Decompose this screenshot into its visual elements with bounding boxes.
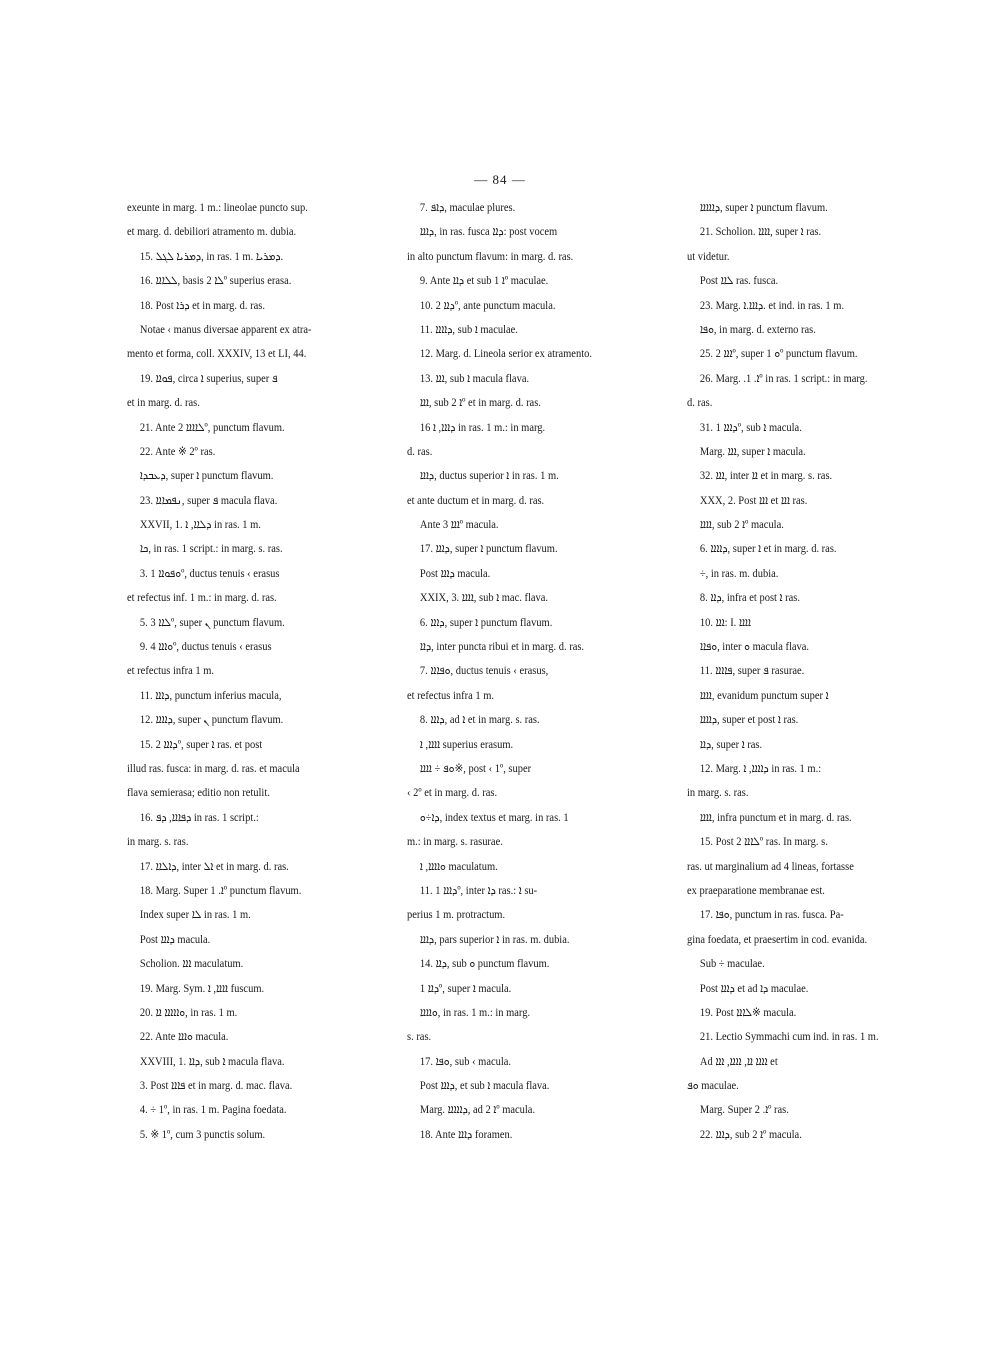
- text-line: et refectus infra 1 m.: [407, 689, 494, 702]
- text-line: ܕܐܐܐ, ductus superior ܐ in ras. 1 m.: [419, 470, 559, 483]
- text-line: ܐܐܐܐ, sub ܐ 2º macula.: [699, 519, 784, 532]
- text-line: 19. Post ܠܐܐܐ※ macula.: [699, 1006, 797, 1019]
- text-line: 21. Lectio Symmachi cum ind. in ras. 1 m.: [699, 1031, 879, 1044]
- text-line: 31. ܕܐܐܐ 1º, sub ܐ macula.: [699, 421, 802, 434]
- column-left: [127, 196, 381, 1147]
- text-line: ܘܦܐ, in marg. d. externo ras.: [699, 323, 816, 336]
- text-line: 16 ܕܐܐܐ, ܐ in ras. 1 m.: in marg.: [419, 421, 546, 434]
- text-line: d. ras.: [407, 445, 433, 458]
- text-line: 17. ܘܦܐ, punctum in ras. fusca. Pa-: [699, 909, 844, 922]
- text-line: in marg. s. ras.: [127, 836, 189, 849]
- text-line: 25. ܐܐܐ 2º, super ܘ 1º punctum flavum.: [699, 348, 858, 361]
- text-line: 15. Post ܠܐܐܐ 2º ras. In marg. s.: [699, 836, 828, 849]
- text-line: ܘܐܐܐܐ, ܐ maculatum.: [419, 860, 498, 873]
- text-line: in alto punctum flavum: in marg. d. ras.: [407, 250, 574, 263]
- text-line: XXVII, 1. ܕܠܐܐ, ܐ in ras. 1 m.: [139, 519, 261, 532]
- text-line: 4. ÷ 1º, in ras. 1 m. Pagina foedata.: [139, 1104, 287, 1117]
- text-line: ܘܦ maculae.: [687, 1080, 739, 1093]
- text-line: flava semierasa; editio non retulit.: [127, 787, 270, 800]
- text-line: 19. ܦܘܐܐ, circa ܐ superius, super ܦ: [139, 372, 278, 385]
- text-line: 11. ܕܐܐܐ 1º, inter ܕܐ ras.: ܐ su-: [419, 884, 538, 897]
- text-line: 11. ܦܐܐܐܐ, super ܦ rasurae.: [699, 665, 805, 678]
- text-line: ras. ut marginalium ad 4 lineas, fortasse: [687, 860, 854, 873]
- text-line: ܐܐܐܐ, evanidum punctum super ܐ: [699, 689, 829, 702]
- text-line: 7. ܘܦܐܐܐ, ductus tenuis ‹ erasus,: [419, 665, 549, 678]
- text-line: XXVIII, 1. ܕܐܐ, sub ܐ macula flava.: [139, 1055, 285, 1068]
- text-line: ܘܐܐܐܐ, in ras. 1 m.: in marg.: [419, 1006, 531, 1019]
- text-line: Post ܕܐܐܐ, et sub ܐ macula flava.: [419, 1080, 550, 1093]
- text-line: ܐܐܐ, sub ܐ 2º et in marg. d. ras.: [419, 397, 541, 410]
- text-line: Index super ܠܐ in ras. 1 m.: [139, 909, 251, 922]
- text-line: 18. Marg. Super ܐ. 1º punctum flavum.: [139, 884, 302, 897]
- text-line: ܕܐܐܐܐܐ, super ܐ punctum flavum.: [699, 202, 828, 214]
- text-line: et in marg. d. ras.: [127, 397, 200, 410]
- text-line: 14. ܕܐܐ, sub ܘ punctum flavum.: [419, 958, 550, 971]
- text-line: ut videtur.: [687, 250, 730, 263]
- text-line: 5. ܠܐܐ 3º, super ܢ punctum flavum.: [139, 616, 285, 629]
- text-line: ܕܐܐܐ, in ras. fusca ܕܐܐ: post vocem: [419, 226, 558, 239]
- text-line: ܕܐܐ 1º, super ܐ macula.: [419, 982, 512, 995]
- text-line: 3. Post ܦܐܐܐ et in marg. d. mac. flava.: [139, 1080, 293, 1093]
- text-line: d. ras.: [687, 397, 713, 410]
- text-line: ‹ 2º et in marg. d. ras.: [407, 787, 498, 800]
- page-number: — 84 —: [474, 172, 526, 187]
- text-line: 8. ܕܐܐܐ, ad ܐ et in marg. s. ras.: [419, 714, 540, 727]
- text-line: Ad ܐܐܐܐ ܐܐ, ܐܐܐܐ, ܐܐܐ et: [699, 1055, 778, 1068]
- text-line: 13. ܐܐܐ, sub ܐ macula flava.: [419, 372, 530, 385]
- text-line: 17. ܕܐܐܐ, super ܐ punctum flavum.: [419, 543, 558, 556]
- text-line: Marg. ܕܐܐܐܐܐ, ad ܐ 2º macula.: [419, 1104, 536, 1117]
- text-line: XXX, 2. Post ܐܐܐ et ܐܐܐ ras.: [699, 494, 808, 507]
- text-line: ܕܐܐܐܐ, super et post ܐ ras.: [699, 714, 799, 727]
- text-line: Post ܠܐܐ ras. fusca.: [699, 275, 779, 288]
- text-line: ܘܦܐܐ, inter ܘ macula flava.: [699, 641, 810, 654]
- text-line: 7. ܕܐܦ, maculae plures.: [419, 202, 516, 214]
- text-line: 11. ܕܐܐܐܐ, sub ܐ maculae.: [419, 323, 518, 336]
- text-line: Scholion. ܐܐܐ maculatum.: [139, 958, 244, 971]
- text-line: m.: in marg. s. rasurae.: [407, 836, 503, 849]
- text-line: ܟܐ, in ras. 1 script.: in marg. s. ras.: [139, 543, 283, 556]
- text-line: et refectus inf. 1 m.: in marg. d. ras.: [127, 592, 277, 605]
- text-line: ܐܐܐܐ, infra punctum et in marg. d. ras.: [699, 811, 852, 824]
- text-line: 17. ܕܐܠܐܐ, inter ܐܠ et in marg. d. ras.: [139, 860, 289, 873]
- text-line: 6. ܕܐܐܐܐ, super ܐ et in marg. d. ras.: [699, 543, 837, 556]
- column-right: [687, 196, 943, 1147]
- text-line: 10. ܕܐܐ 2º, ante punctum macula.: [419, 299, 556, 312]
- text-line: s. ras.: [407, 1031, 432, 1044]
- text-line: 20. ܘܐܐܐܐܐ ܐܐ, in ras. 1 m.: [139, 1006, 238, 1019]
- text-line: 9. Ante ܕܐܐ et sub ܐ 1º maculae.: [419, 275, 549, 288]
- text-line: 11. ܕܐܐܐ, punctum inferius macula,: [139, 689, 282, 702]
- text-line: 8. ܕܐܐ, infra et post ܐ ras.: [699, 592, 800, 605]
- text-line: 22. Ante ※ 2º ras.: [139, 445, 216, 458]
- text-line: 5. ※ 1º, cum 3 punctis solum.: [139, 1128, 266, 1141]
- text-line: 9. ܘܐܐܐ 4º, ductus tenuis ‹ erasus: [139, 641, 272, 654]
- text-line: 26. Marg. .ܐ. 1º in ras. 1 script.: in marg.: [699, 372, 868, 385]
- text-line: Ante ܐܐܐ 3º macula.: [419, 519, 499, 532]
- text-line: 21. Scholion. ܐܐܐܐ, super ܐ ras.: [699, 226, 822, 239]
- text-line: ܕܥܒܕܐ, super ܐ punctum flavum.: [139, 470, 274, 483]
- text-line: Marg. ܐܐܐ, super ܐ macula.: [699, 445, 806, 458]
- text-line: ܐܐܐܐ, ܐ superius erasum.: [419, 738, 514, 751]
- text-line: in marg. s. ras.: [687, 787, 749, 800]
- text-line: Notae ‹ manus diversae apparent ex atra-: [139, 323, 312, 336]
- text-line: et refectus infra 1 m.: [127, 665, 214, 678]
- text-line: 6. ܕܐܐܐ, super ܐ punctum flavum.: [419, 616, 553, 629]
- text-line: Post ܕܐܐܐ macula.: [139, 933, 211, 946]
- text-line: ܕܐ÷ܘ, index textus et marg. in ras. 1: [419, 811, 569, 824]
- text-line: gina foedata, et praesertim in cod. evanida.: [687, 933, 868, 946]
- text-line: 23. Marg. ܕܐܐܐ.ܐ. et ind. in ras. 1 m.: [699, 299, 845, 312]
- text-line: et marg. d. debiliori atramento m. dubia.: [127, 226, 297, 239]
- text-line: mento et forma, coll. XXXIV, 13 et LI, 44.: [127, 348, 307, 361]
- text-line: perius 1 m. protractum.: [407, 909, 506, 922]
- text-line: 18. Ante ܕܐܐܐ foramen.: [419, 1128, 513, 1141]
- text-line: 15. ܕܡܪܝܐ ܠܓܠ, in ras. 1 m. ܕܡܪܝܐ.: [139, 250, 284, 263]
- text-line: Marg. Super ܐ. 2º ras.: [699, 1104, 789, 1117]
- text-line: Post ܕܐܐܐ macula.: [419, 567, 491, 580]
- text-line: 16. ܠܠܐܐܐ, basis ܠܐ 2º superius erasa.: [139, 275, 292, 288]
- text-line: ÷, in ras. m. dubia.: [699, 567, 779, 580]
- text-line: 12. Marg. d. Lineola serior ex atramento.: [419, 348, 592, 361]
- text-line: ܕܐܐ, inter puncta ribui et in marg. d. ras.: [419, 641, 585, 654]
- text-line: 10. ܐܐܐ: I. ܐܐܐܐ: [699, 616, 751, 629]
- text-line: 3. ܘܦܘܐܐ 1º, ductus tenuis ‹ erasus: [139, 567, 280, 580]
- text-line: Post ܕܐܐܐ et ad ܕܐ maculae.: [699, 982, 809, 995]
- text-line: ܕܐܐ, super ܐ ras.: [699, 738, 763, 751]
- text-line: 17. ܘܦܐ, sub ‹ macula.: [419, 1055, 512, 1068]
- text-line: illud ras. fusca: in marg. d. ras. et macula: [127, 762, 300, 775]
- column-middle: [407, 196, 663, 1147]
- text-line: 12. ܕܐܐܐܐ, super ܢ punctum flavum.: [139, 714, 284, 727]
- text-line: 21. Ante ܠܐܐܐܐ 2º, punctum flavum.: [139, 421, 285, 434]
- text-line: 22. Ante ܘܐܐܐ macula.: [139, 1031, 229, 1044]
- text-line: exeunte in marg. 1 m.: lineolae puncto sup.: [127, 202, 308, 214]
- text-line: 12. Marg. ܕܐܐܐܐ, ܐ in ras. 1 m.:: [699, 762, 822, 775]
- text-line: XXIX, 3. ܐܐܐܐ, sub ܐ mac. flava.: [419, 592, 549, 605]
- text-line: 23. ܢܦܡܐܐܐ, super ܦ macula flava.: [139, 494, 278, 507]
- text-line: 18. Post ܕܪܐ et in marg. d. ras.: [139, 299, 265, 312]
- text-line: 15. ܕܐܐܐ 2º, super ܐ ras. et post: [139, 738, 263, 751]
- text-line: 22. ܕܐܐܐ, sub ܐ 2º macula.: [699, 1128, 802, 1141]
- text-line: ܕܐܐܐ, pars superior ܐ in ras. m. dubia.: [419, 933, 570, 946]
- text-line: et ante ductum et in marg. d. ras.: [407, 494, 545, 507]
- text-line: ܘܦ ÷ ܐܐܐܐ※, post ‹ 1º, super: [419, 762, 532, 775]
- text-line: Sub ÷ maculae.: [699, 958, 765, 971]
- text-line: ex praeparatione membranae est.: [687, 884, 825, 897]
- text-line: 16. ܕܦܐܐܐ, ܕܦ in ras. 1 script.:: [139, 811, 259, 824]
- text-line: 19. Marg. Sym. ܐܐܐܐ, ܐ fuscum.: [139, 982, 265, 995]
- text-line: 32. ܐܐܐ, inter ܐܐ et in marg. s. ras.: [699, 470, 833, 483]
